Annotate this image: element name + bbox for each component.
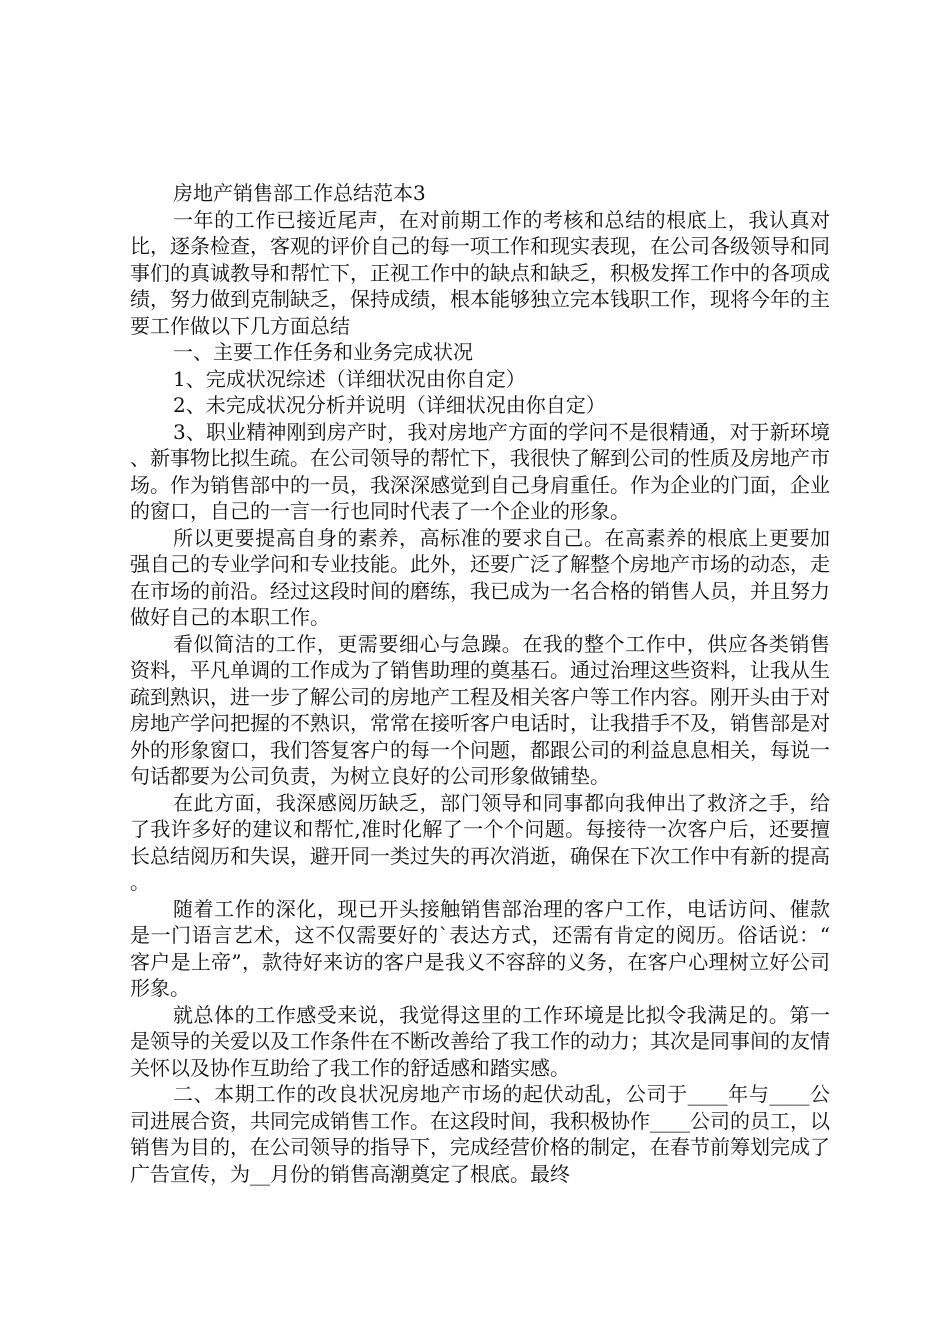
section-heading-2: 二、本期工作的改良状况房地产市场的起伏动乱，公司于____年与____公司进展合资，共同完成销售工作。在这段时间，我积极协作____公司的员工，以销售为目的，在公司领导的指导下，完成经营价格的制定，在春节前筹划完成了广告宣传，为__月份的销售高潮奠定了根底。最终 [130, 1082, 830, 1186]
paragraph-experience: 在此方面，我深感阅历缺乏，部门领导和同事都向我伸出了救济之手，给了我许多好的建议和帮忙,准时化解了一个个问题。每接待一次客户后，还要擅长总结阅历和失误，避开同一类过失的再次消逝，确保在下次工作中有新的提高。 [130, 790, 830, 894]
document-title: 房地产销售部工作总结范本3 [173, 181, 426, 205]
document-body [130, 180, 830, 1187]
paragraph-customer: 随着工作的深化，现已开头接触销售部治理的客户工作，电话访问、催款是一门语言艺术，这不仅需要好的`表达方式，还需有肯定的阅历。俗话说：“客户是上帝”，款待好来访的客户是我义不容辞的义务，在客户心理树立好公司形象。 [130, 896, 830, 1000]
item-1: 1、完成状况综述（详细状况由你自定） [173, 366, 526, 391]
item-2: 2、未完成状况分析并说明（详细状况由你自定） [173, 393, 606, 417]
section-heading-1: 一、主要工作任务和业务完成状况 [173, 340, 473, 364]
paragraph-quality: 所以更要提高自身的素养，高标准的要求自己。在高素养的根底上更要加强自己的专业学问和专业技能。此外，还要广泛了解整个房地产市场的动态，走在市场的前沿。经过这段时间的磨练，我已成为一名合格的销售人员，并且努力做好自己的本职工作。 [130, 525, 830, 629]
paragraph-feeling: 就总体的工作感受来说，我觉得这里的工作环境是比拟令我满足的。第一是领导的关爱以及工作条件在不断改善给了我工作的动力；其次是同事间的友情关怀以及协作互助给了我工作的舒适感和踏实感。 [130, 1002, 830, 1080]
item-3: 3、职业精神刚到房产时，我对房地产方面的学问不是很精通，对于新环境、新事物比拟生疏。在公司领导的帮忙下，我很快了解到公司的性质及房地产市场。作为销售部中的一员，我深深感觉到自己身肩重任。作为企业的门面，企业的窗口，自己的一言一行也同时代表了一个企业的形象。 [130, 419, 830, 523]
paragraph-work: 看似简洁的工作，更需要细心与急躁。在我的整个工作中，供应各类销售资料，平凡单调的工作成为了销售助理的奠基石。通过治理这些资料，让我从生疏到熟识，进一步了解公司的房地产工程及相关客户等工作内容。刚开头由于对房地产学问把握的不熟识，常常在接听客户电话时，让我措手不及，销售部是对外的形象窗口，我们答复客户的每一个问题，都跟公司的利益息息相关，每说一句话都要为公司负责，为树立良好的公司形象做铺垫。 [130, 631, 830, 788]
paragraph-intro: 一年的工作已接近尾声，在对前期工作的考核和总结的根底上，我认真对比，逐条检查，客观的评价自己的每一项工作和现实表现，在公司各级领导和同事们的真诚教导和帮忙下，正视工作中的缺点和缺乏，积极发挥工作中的各项成绩，努力做到克制缺乏，保持成绩，根本能够独立完本钱职工作，现将今年的主要工作做以下几方面总结 [130, 207, 830, 338]
